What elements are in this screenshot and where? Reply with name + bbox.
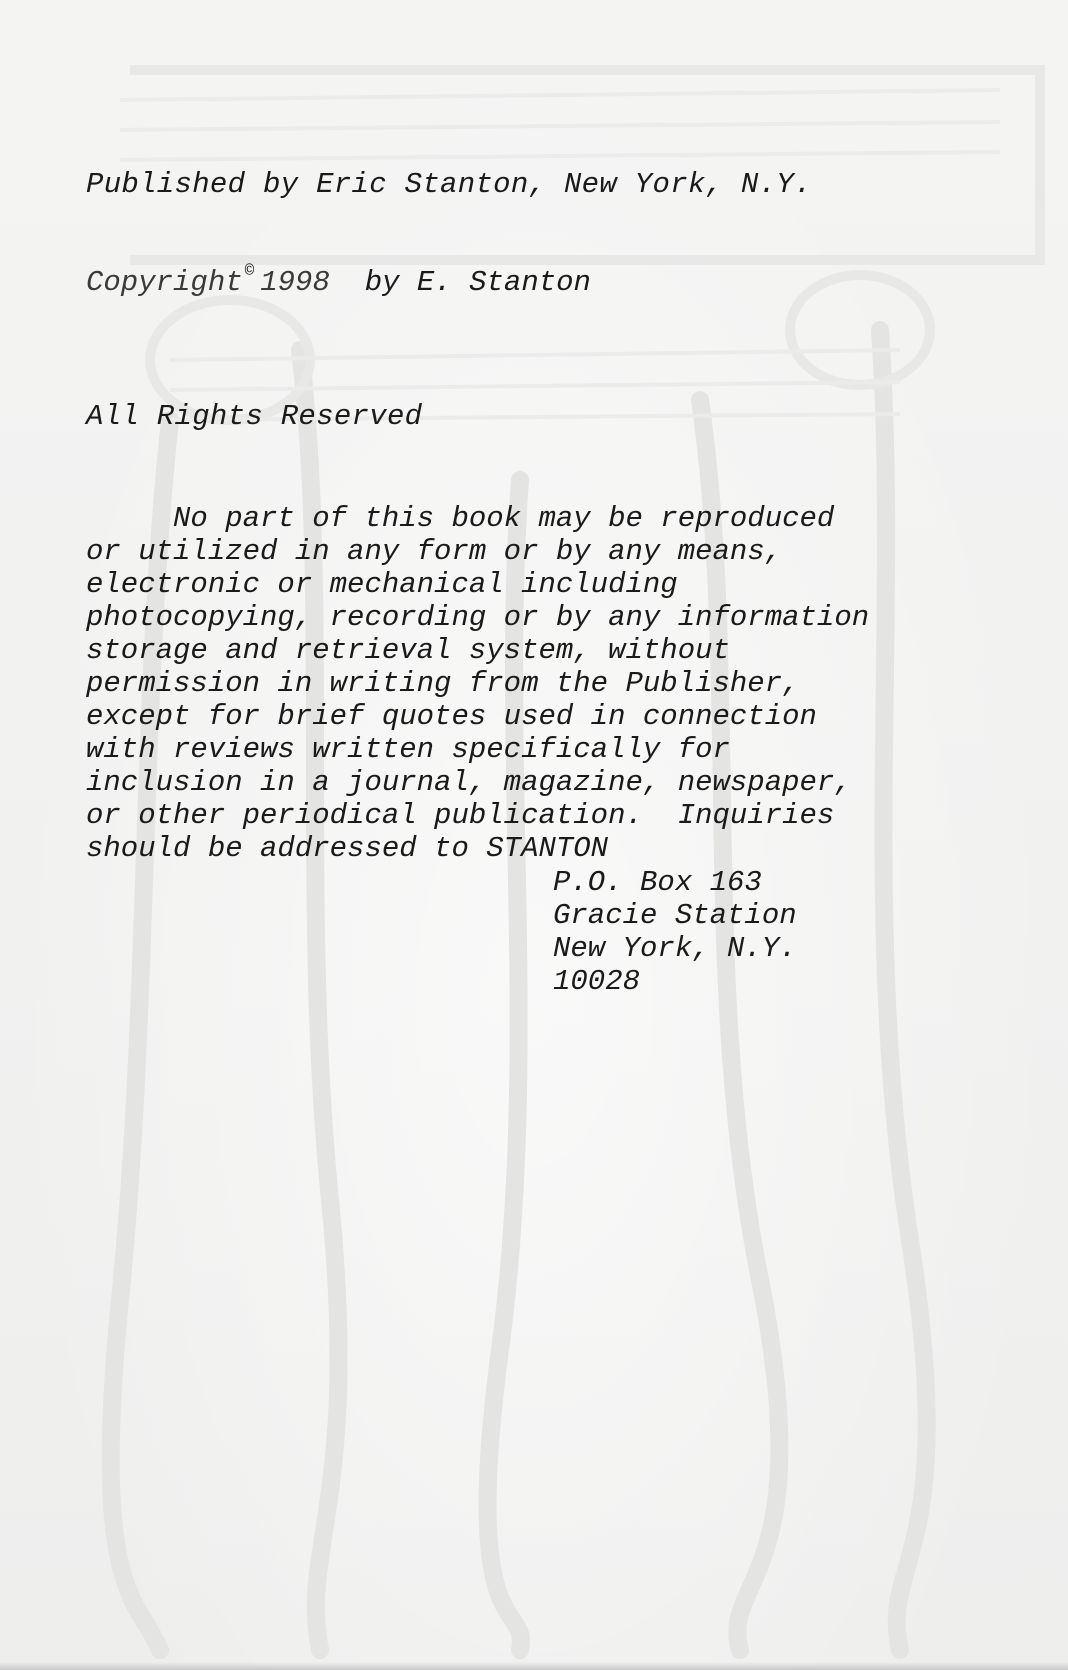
copyright-holder: by E. Stanton [364, 266, 591, 299]
notice-line: storage and retrieval system, without [86, 634, 730, 667]
address-line: New York, N.Y. [553, 932, 797, 965]
copyright-year: 1998 [260, 266, 330, 299]
page-bottom-edge [0, 1662, 1068, 1670]
notice-line: except for brief quotes used in connection [86, 700, 817, 733]
copyright-symbol: © [244, 262, 255, 281]
rights-statement: All Rights Reserved [86, 400, 423, 433]
address-line: P.O. Box 163 [553, 866, 762, 899]
publisher-address [553, 866, 797, 998]
notice-line: or other periodical publication. Inquiries [86, 799, 835, 832]
notice-line: should be addressed to STANTON [86, 832, 609, 865]
copyright-line [86, 262, 591, 299]
notice-line: electronic or mechanical including [86, 568, 678, 601]
reproduction-notice [86, 502, 1046, 865]
notice-line: or utilized in any form or by any means, [86, 535, 783, 568]
notice-line: photocopying, recording or by any information [86, 601, 870, 634]
address-line: 10028 [553, 965, 641, 998]
publisher-line: Published by Eric Stanton, New York, N.Y. [86, 168, 812, 201]
notice-line: with reviews written specifically for [86, 733, 730, 766]
notice-line: inclusion in a journal, magazine, newspaper, [86, 766, 852, 799]
address-line: Gracie Station [553, 899, 797, 932]
copyright-word: Copyright [86, 266, 243, 299]
notice-line: No part of this book may be reproduced [86, 502, 835, 535]
notice-line: permission in writing from the Publisher, [86, 667, 800, 700]
